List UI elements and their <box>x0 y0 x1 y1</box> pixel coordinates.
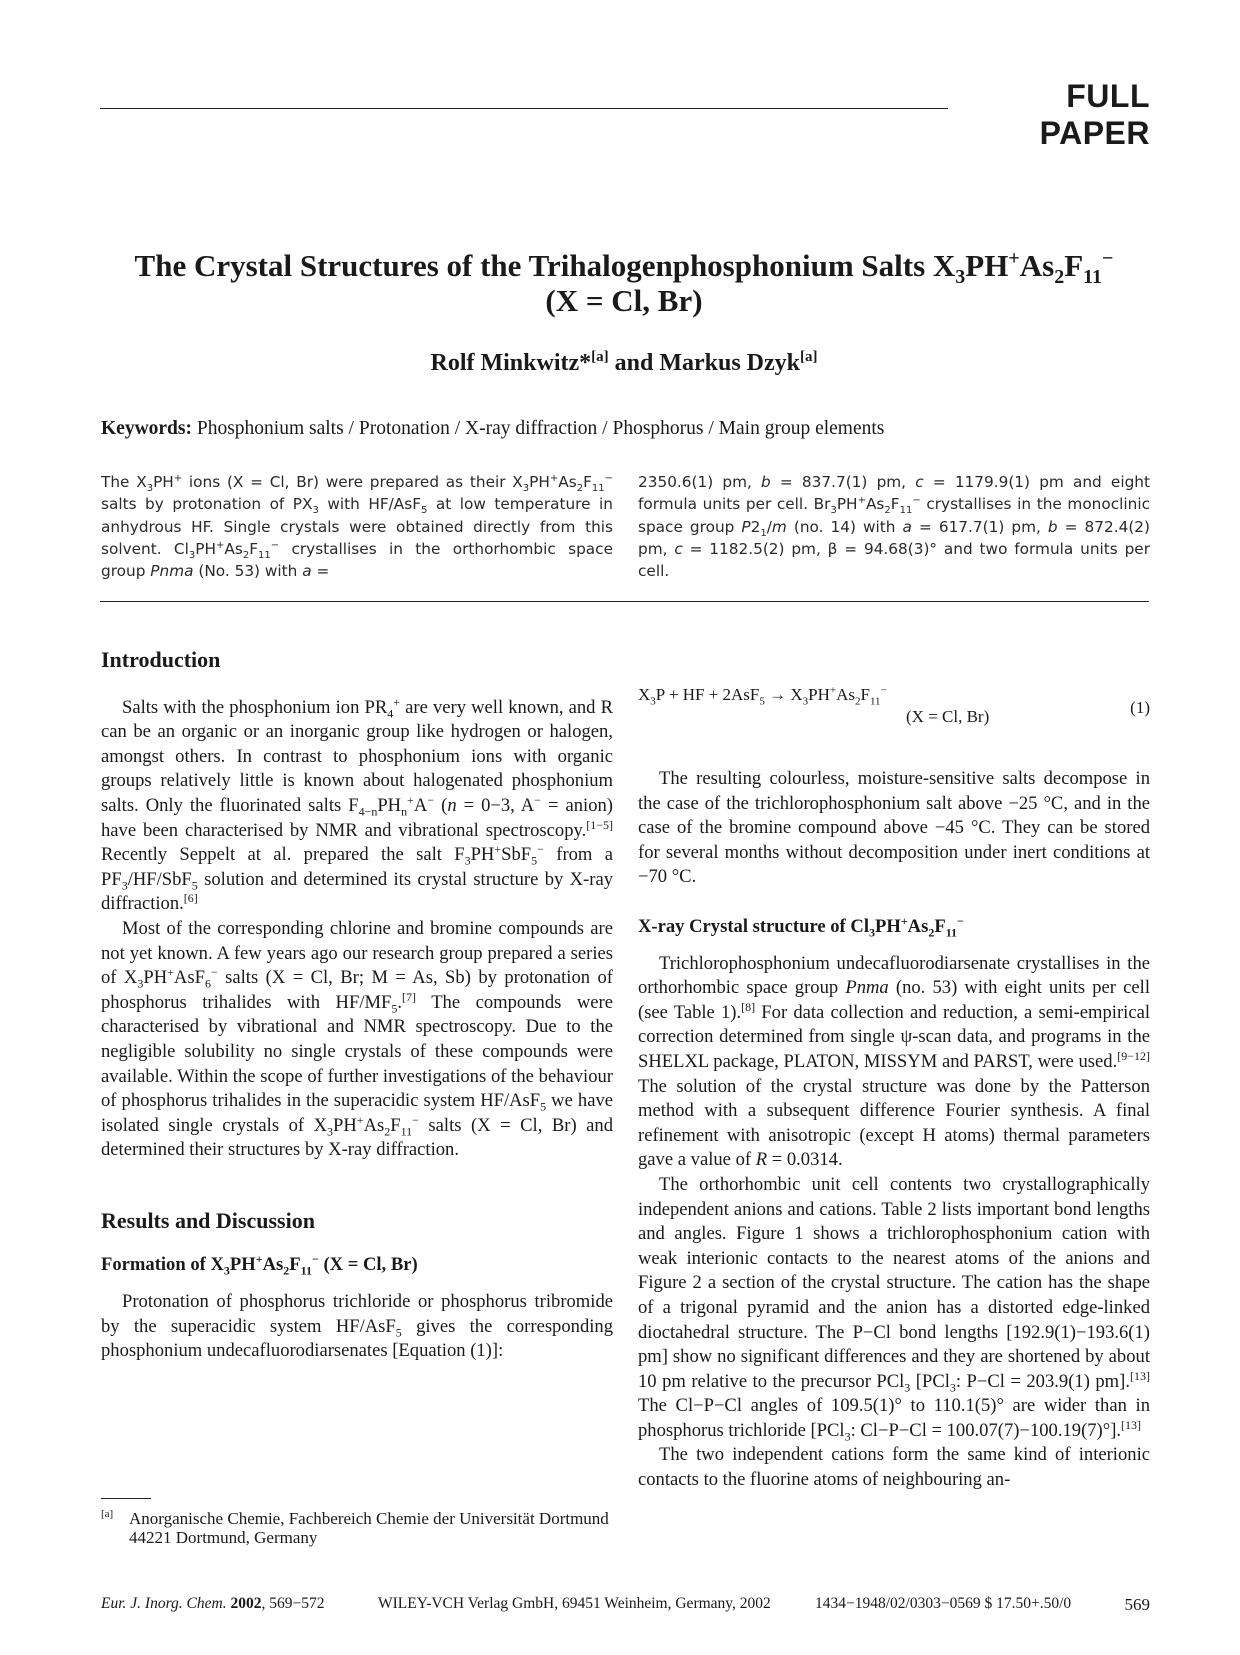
intro-paragraph-2: Most of the corresponding chlorine and bromine compounds are not yet known. A few years ago our research group prepared a series of $X_3PH^+AsF_6^-$ salts (X = Cl, Br; M = As, Sb) by protonation of phosphorus trihalides with $HF/MF_5.[7]$ The compounds were characterised by vibrational and NMR spectroscopy. Due to the negligible solubility no single crystals of these compounds were available. Within the scope of further investigations of the behaviour of phosphorus trihalides in the superacidic system HF/AsF$_5$ we have isolated single crystals of $X_3PH^+As_2F_{11}^-$ salts (X = Cl, Br) and determined their structures by X-ray diffraction. <box>101 917 614 1161</box>
footnote-line-1: Anorganische Chemie, Fachbereich Chemie der Universität Dortmund <box>129 1508 609 1528</box>
header-rule <box>100 108 948 109</box>
publisher-line: WILEY-VCH Verlag GmbH, 69451 Weinheim, Germany, 2002 <box>378 1595 771 1612</box>
equation-line-2: (X = Cl, Br) <box>906 707 990 726</box>
left-column <box>101 647 614 1364</box>
keywords <box>101 418 1149 440</box>
xray-heading: X-ray Crystal structure of $Cl_3PH^+As_2F_{11}^-$ <box>638 913 964 940</box>
keywords-text: Phosphonium salts / Protonation / X-ray diffraction / Phosphorus / Main group elements <box>192 418 885 439</box>
section-label: FULL PAPER <box>1039 78 1150 151</box>
author-line: Rolf Minkwitz*[a] and Markus Dzyk[a] <box>430 349 818 376</box>
footnote-marker: [a] <box>101 1508 114 1520</box>
xray-paragraph-3: The two independent cations form the same kind of interionic contacts to the fluorine atoms of neighbouring an- <box>638 1444 1150 1491</box>
right-column-top <box>638 767 1150 890</box>
footnote-line-2: 44221 Dortmund, Germany <box>129 1527 318 1547</box>
equation-line-1: $X_3P$ + HF + $2AsF_5 \to X_3PH^+As_2F_{11}^-$ <box>638 684 887 708</box>
journal-citation: Eur. J. Inorg. Chem. 2002, 569−572 <box>101 1595 325 1612</box>
xray-paragraph-2: The orthorhombic unit cell contents two crystallographically independent anions and cations. Table 2 lists important bond lengths and angles. Figure 1 shows a trichlorophosphonium cation with weak interionic contacts to the nearest atoms of the anions and Figure 2 a section of the crystal structure. The cation has the shape of a trigonal pyramid and the anion has a distorted edge-linked dioctahedral structure. The P−Cl bond lengths [192.9(1)−193.6(1) pm] show no significant differences and they are shortened by about 10 pm relative to the precursor PCl$_3$ [PCl$_3$: P−Cl = 203.9(1) pm].[13] The Cl−P−Cl angles of 109.5(1)° to 110.1(5)° are wider than in phosphorus trichloride [PCl$_3$: Cl−P−Cl = 100.07(7)−100.19(7)°].[13] <box>638 1173 1150 1444</box>
paper-title: The Crystal Structures of the Trihalogenphosphonium Salts $X_3PH^+As_2F_{11}^-$ (X = Cl, Br) <box>134 247 1114 318</box>
formation-paragraph: Protonation of phosphorus trichloride or phosphorus tribromide by the superacidic system HF/AsF$_5$ gives the corresponding phosphonium undecafluorodiarsenates [Equation (1)]: <box>101 1291 613 1362</box>
equation-1 <box>638 684 1150 728</box>
right-column <box>638 915 1150 1493</box>
footnote-rule <box>101 1498 151 1499</box>
intro-paragraph-1: Salts with the phosphonium ion $PR_4^+$ are very well known, and R can be an organic or an inorganic group like hydrogen or halogen, amongst others. In contrast to phosphonium ions with organic groups relatively little is known about halogenated phosphonium salts. Only the fluorinated salts $F_{4-n}PH_n^+A^-$ (n = 0−3, A− = anion) have been characterised by NMR and vibrational spectroscopy.[1−5] Recently Seppelt at al. prepared the salt $F_3PH^+SbF_5^-$ from a $PF_3/HF/SbF_5$ solution and determined its crystal structure by X-ray diffraction.[6] <box>101 694 614 915</box>
abstract-right: 2350.6(1) pm, b = 837.7(1) pm, c = 1179.9(1) pm and eight formula units per cell. $Br_3PH^+As_2F_{11}^-$ crystallises in the monoclinic space group $P2_1/m$ (no. 14) with a = 617.7(1) pm, b = 872.4(2) pm, c = 1182.5(2) pm, β = 94.68(3)° and two formula units per cell. <box>638 473 1150 581</box>
equation-number: (1) <box>1130 698 1150 717</box>
formation-heading: Formation of $X_3PH^+As_2F_{11}^-$ (X = Cl, Br) <box>101 1252 418 1279</box>
resulting-paragraph: The resulting colourless, moisture-sensitive salts decompose in the case of the trichlorophosphonium salt above −25 °C, and in the case of the bromine compound above −45 °C. They can be stored for several months without decomposition under inert conditions at −70 °C. <box>638 768 1150 888</box>
affiliation-footnote <box>101 1505 613 1547</box>
introduction-heading: Introduction <box>101 647 221 672</box>
abstract-left: The $X_3PH^+$ ions (X = Cl, Br) were prepared as their $X_3PH^+As_2F_{11}^-$ salts by protonation of $PX_3$ with HF/AsF$_5$ at low temperature in anhydrous HF. Single crystals were obtained directly from this solvent. $Cl_3PH^+As_2F_{11}^-$ crystallises in the orthorhombic space group Pnma (No. 53) with a = <box>101 472 613 581</box>
page-number: 569 <box>1124 1595 1150 1614</box>
xray-paragraph-1: Trichlorophosphonium undecafluorodiarsenate crystallises in the orthorhombic space group Pnma (no. 53) with eight units per cell (see Table 1).[8] For data collection and reduction, a semi-empirical correction determined from single ψ-scan data, and programs in the SHELXL package, PLATON, MISSYM and PARST, were used.[9−12] The solution of the crystal structure was done by the Patterson method with a subsequent difference Fourier synthesis. A final refinement with anisotropic (except H atoms) thermal parameters gave a value of R = 0.0314. <box>638 952 1150 1171</box>
keywords-label: Keywords: <box>101 418 192 439</box>
abstract-rule <box>100 601 1149 602</box>
issn-line: 1434−1948/02/0303−0569 $ 17.50+.50/0 <box>815 1595 1072 1612</box>
results-heading: Results and Discussion <box>101 1207 315 1233</box>
